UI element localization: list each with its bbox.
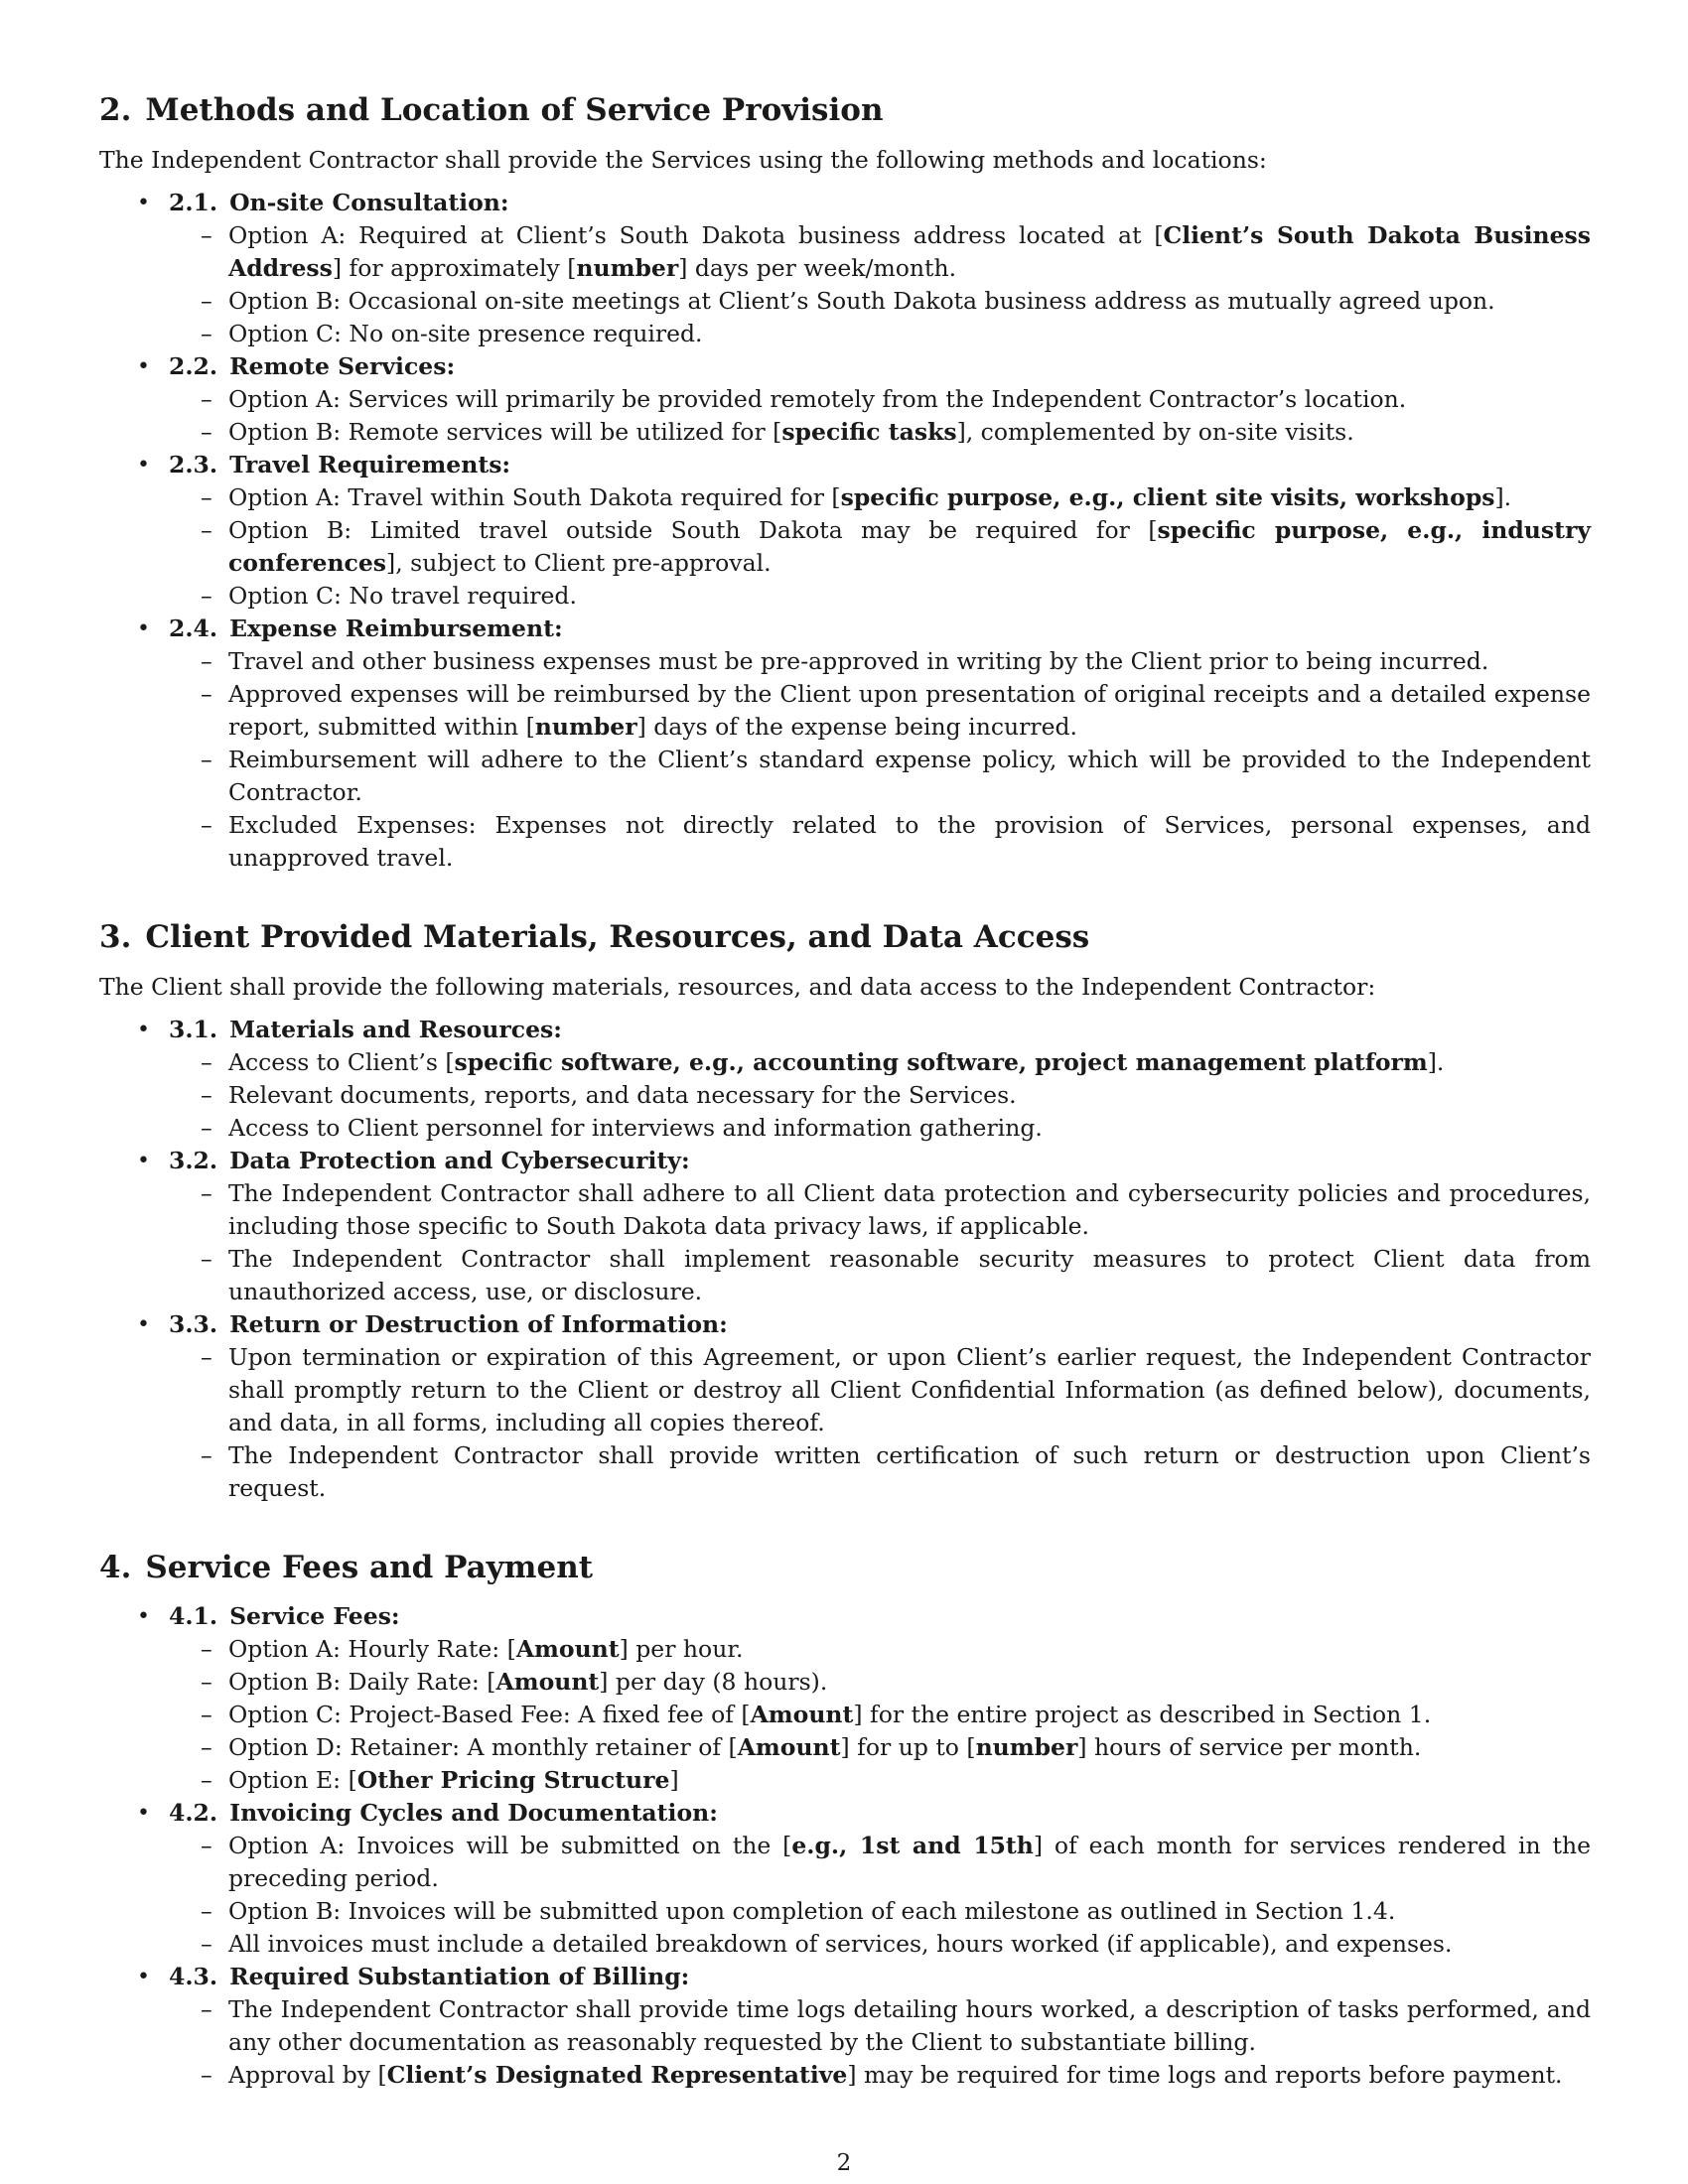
sub-item bbox=[169, 645, 1591, 678]
placeholder-field: specific purpose, e.g., industry conferences bbox=[228, 515, 1591, 577]
item-title: Invoicing Cycles and Documentation: bbox=[229, 1799, 718, 1828]
dash-icon: – bbox=[201, 745, 212, 773]
placeholder-field: number bbox=[576, 253, 679, 282]
sub-text: Approved expenses will be reimbursed by the Client upon presentation of original receipts and a detailed expense report, submitted within [ bbox=[228, 679, 1591, 741]
dash-icon: – bbox=[201, 1995, 212, 2024]
section-intro: The Client shall provide the following materials, resources, and data access to the Independent Contractor: bbox=[99, 972, 1376, 1001]
dash-icon: – bbox=[201, 1244, 212, 1273]
dash-icon: – bbox=[201, 384, 212, 413]
sub-text: Option C: No on-site presence required. bbox=[228, 319, 703, 347]
sub-list bbox=[169, 1177, 1591, 1308]
placeholder-field: Amount bbox=[737, 1733, 841, 1762]
item-number: 4.3. bbox=[169, 1963, 218, 1991]
sub-list bbox=[169, 1993, 1591, 2092]
sub-text: The Independent Contractor shall adhere to all Client data protection and cybersecurity policies and procedures, including those specific to South Dakota data privacy laws, if applicable. bbox=[228, 1178, 1591, 1240]
section-number: 2. bbox=[99, 92, 132, 128]
sub-text: The Independent Contractor shall implement reasonable security measures to protect Client data from unauthorized access, use, or disclosure. bbox=[228, 1244, 1591, 1305]
sub-text: ] hours of service per month. bbox=[1077, 1733, 1422, 1762]
bullet-icon: • bbox=[137, 1148, 150, 1173]
sub-item bbox=[169, 1666, 1591, 1699]
dash-icon: – bbox=[201, 1113, 212, 1142]
sub-list bbox=[169, 1633, 1591, 1797]
sub-text: ] per hour. bbox=[619, 1635, 744, 1664]
sub-item bbox=[169, 1764, 1591, 1797]
sub-text: Option E: [ bbox=[228, 1766, 357, 1795]
sub-text: Upon termination or expiration of this Agreement, or upon Client’s earlier request, the Independent Contractor shall promptly return to the Client or destroy all Client Confidential Information (as defined below), documents, and data, in all forms, including all copies thereof. bbox=[228, 1342, 1591, 1436]
sub-item bbox=[169, 1046, 1591, 1079]
sub-text: The Independent Contractor shall provide written certification of such return or destruction upon Client’s request. bbox=[228, 1440, 1591, 1502]
sub-text: Option B: Daily Rate: [ bbox=[228, 1668, 496, 1697]
sub-text: ] bbox=[669, 1766, 679, 1795]
sub-item bbox=[169, 1895, 1591, 1928]
dash-icon: – bbox=[201, 1930, 212, 1959]
item-heading bbox=[169, 613, 1591, 645]
sub-text: Option A: Hourly Rate: [ bbox=[228, 1635, 516, 1664]
dash-icon: – bbox=[201, 1047, 212, 1076]
item-title: Required Substantiation of Billing: bbox=[229, 1963, 690, 1991]
sub-text: Relevant documents, reports, and data necessary for the Services. bbox=[228, 1080, 1017, 1109]
sub-text: Option B: Limited travel outside South Dakota may be required for [ bbox=[228, 515, 1158, 544]
sub-item bbox=[169, 580, 1591, 613]
item-heading bbox=[169, 350, 1591, 383]
sub-text: Option A: Required at Client’s South Dakota business address located at [ bbox=[228, 220, 1164, 249]
sub-list bbox=[169, 219, 1591, 350]
section-number: 4. bbox=[99, 1549, 132, 1585]
sub-item bbox=[169, 1928, 1591, 1961]
dash-icon: – bbox=[201, 581, 212, 610]
section-title: Service Fees and Payment bbox=[145, 1549, 594, 1585]
list-item bbox=[99, 613, 1591, 875]
item-heading bbox=[169, 187, 1591, 219]
sub-text: Option A: Services will primarily be provided remotely from the Independent Contractor’s location. bbox=[228, 384, 1407, 413]
sub-text: All invoices must include a detailed breakdown of services, hours worked (if applicable), and expenses. bbox=[228, 1930, 1453, 1959]
sub-text: ] per day (8 hours). bbox=[599, 1668, 828, 1697]
sub-text: ], subject to Client pre-approval. bbox=[386, 548, 772, 577]
sub-text: Option A: Travel within South Dakota required for [ bbox=[228, 482, 841, 511]
item-heading bbox=[169, 449, 1591, 481]
item-heading bbox=[169, 1961, 1591, 1993]
item-number: 3.1. bbox=[169, 1015, 218, 1043]
dash-icon: – bbox=[201, 1440, 212, 1469]
dash-icon: – bbox=[201, 2061, 212, 2090]
section-intro: The Independent Contractor shall provide the Services using the following methods and locations: bbox=[99, 145, 1267, 174]
sub-item bbox=[169, 744, 1591, 809]
sub-list bbox=[169, 481, 1591, 613]
list-item bbox=[99, 1308, 1591, 1505]
item-heading bbox=[169, 1600, 1591, 1633]
item-number: 2.1. bbox=[169, 188, 218, 216]
bullet-icon: • bbox=[137, 1017, 150, 1042]
placeholder-field: number bbox=[975, 1733, 1078, 1762]
list-item bbox=[99, 449, 1591, 613]
sub-text: ] may be required for time logs and reports before payment. bbox=[847, 2061, 1563, 2090]
sub-item bbox=[169, 1243, 1591, 1308]
item-number: 3.3. bbox=[169, 1309, 218, 1338]
section-heading bbox=[99, 91, 1591, 130]
item-title: Materials and Resources: bbox=[229, 1015, 562, 1043]
placeholder-field: Amount bbox=[515, 1635, 620, 1664]
dash-icon: – bbox=[201, 1897, 212, 1926]
list-item bbox=[99, 187, 1591, 350]
section-heading bbox=[99, 1549, 1591, 1587]
placeholder-field: Amount bbox=[495, 1668, 600, 1697]
item-heading bbox=[169, 1308, 1591, 1341]
bullet-icon: • bbox=[137, 1801, 150, 1827]
list-item bbox=[99, 1797, 1591, 1961]
sub-text: Option A: Invoices will be submitted on the [ bbox=[228, 1832, 792, 1860]
sub-list bbox=[169, 383, 1591, 449]
item-heading bbox=[169, 1014, 1591, 1046]
sub-item bbox=[169, 1341, 1591, 1439]
sub-text: Travel and other business expenses must be pre-approved in writing by the Client prior to being incurred. bbox=[228, 646, 1489, 675]
placeholder-field: Client’s South Dakota Business Address bbox=[228, 220, 1591, 282]
bullet-icon: • bbox=[137, 353, 150, 379]
sub-item bbox=[169, 383, 1591, 416]
sub-text: ] days of the expense being incurred. bbox=[636, 712, 1078, 741]
section-3 bbox=[99, 918, 1591, 1505]
section-number: 3. bbox=[99, 918, 132, 955]
dash-icon: – bbox=[201, 515, 212, 544]
item-number: 3.2. bbox=[169, 1146, 218, 1174]
item-title: Expense Reimbursement: bbox=[229, 614, 563, 642]
sub-text: Option B: Occasional on-site meetings at Client’s South Dakota business address as mutually agreed upon. bbox=[228, 286, 1495, 315]
sub-text: ]. bbox=[1427, 1047, 1445, 1076]
item-number: 4.2. bbox=[169, 1799, 218, 1828]
sub-text: ] for approximately [ bbox=[332, 253, 577, 282]
item-title: Travel Requirements: bbox=[229, 450, 511, 478]
sub-text: ] days per week/month. bbox=[678, 253, 957, 282]
sub-text: ] of each month for services rendered in the preceding period. bbox=[228, 1832, 1591, 1893]
section-heading bbox=[99, 918, 1591, 957]
sub-text: Option B: Remote services will be utilized for [ bbox=[228, 417, 782, 446]
dash-icon: – bbox=[201, 679, 212, 708]
sub-text: Option C: No travel required. bbox=[228, 581, 577, 610]
item-list bbox=[99, 1014, 1591, 1505]
bullet-icon: • bbox=[137, 452, 150, 478]
section-title: Client Provided Materials, Resources, and Data Access bbox=[145, 918, 1090, 955]
placeholder-field: specific purpose, e.g., client site visits, workshops bbox=[840, 482, 1495, 511]
placeholder-field: Client’s Designated Representative bbox=[386, 2061, 848, 2090]
list-item bbox=[99, 1014, 1591, 1145]
list-item bbox=[99, 1961, 1591, 2092]
sub-item bbox=[169, 1830, 1591, 1895]
bullet-icon: • bbox=[137, 1965, 150, 1990]
sub-item bbox=[169, 1079, 1591, 1112]
sub-text: ], complemented by on-site visits. bbox=[956, 417, 1354, 446]
sub-text: Access to Client personnel for interviews and information gathering. bbox=[228, 1113, 1043, 1142]
item-title: On-site Consultation: bbox=[229, 188, 509, 216]
sub-list bbox=[169, 645, 1591, 875]
sub-text: The Independent Contractor shall provide time logs detailing hours worked, a description of tasks performed, and any other documentation as reasonably requested by the Client to substantiate billing. bbox=[228, 1995, 1591, 2057]
sub-item bbox=[169, 1177, 1591, 1243]
sub-text: ]. bbox=[1494, 482, 1512, 511]
sub-item bbox=[169, 2059, 1591, 2092]
dash-icon: – bbox=[201, 1668, 212, 1697]
sub-item bbox=[169, 1993, 1591, 2059]
sub-text: Access to Client’s [ bbox=[228, 1047, 455, 1076]
item-list bbox=[99, 187, 1591, 875]
item-title: Data Protection and Cybersecurity: bbox=[229, 1146, 690, 1174]
dash-icon: – bbox=[201, 220, 212, 249]
document-body bbox=[99, 91, 1591, 2092]
placeholder-field: Other Pricing Structure bbox=[356, 1766, 670, 1795]
bullet-icon: • bbox=[137, 1604, 150, 1630]
placeholder-field: specific tasks bbox=[781, 417, 957, 446]
item-heading bbox=[169, 1145, 1591, 1177]
dash-icon: – bbox=[201, 1766, 212, 1795]
section-2 bbox=[99, 91, 1591, 875]
sub-text: Option C: Project-Based Fee: A fixed fee of [ bbox=[228, 1701, 751, 1729]
sub-item bbox=[169, 1112, 1591, 1145]
sub-item bbox=[169, 481, 1591, 514]
dash-icon: – bbox=[201, 319, 212, 347]
page-number: 2 bbox=[836, 2150, 852, 2176]
item-heading bbox=[169, 1797, 1591, 1830]
sub-item bbox=[169, 678, 1591, 744]
sub-list bbox=[169, 1830, 1591, 1961]
dash-icon: – bbox=[201, 1080, 212, 1109]
list-item bbox=[99, 1600, 1591, 1797]
sub-item bbox=[169, 1439, 1591, 1505]
sub-text: Reimbursement will adhere to the Client’s standard expense policy, which will be provided to the Independent Contractor. bbox=[228, 745, 1591, 806]
placeholder-field: number bbox=[534, 712, 637, 741]
sub-text: Option D: Retainer: A monthly retainer of [ bbox=[228, 1733, 738, 1762]
item-title: Service Fees: bbox=[229, 1602, 400, 1631]
sub-item bbox=[169, 219, 1591, 285]
list-item bbox=[99, 1145, 1591, 1308]
item-number: 2.3. bbox=[169, 450, 218, 478]
placeholder-field: Amount bbox=[750, 1701, 854, 1729]
dash-icon: – bbox=[201, 286, 212, 315]
bullet-icon: • bbox=[137, 190, 150, 215]
sub-text: ] for the entire project as described in Section 1. bbox=[853, 1701, 1432, 1729]
item-number: 2.4. bbox=[169, 614, 218, 642]
item-title: Return or Destruction of Information: bbox=[229, 1309, 728, 1338]
dash-icon: – bbox=[201, 1832, 212, 1860]
dash-icon: – bbox=[201, 1635, 212, 1664]
dash-icon: – bbox=[201, 646, 212, 675]
list-item bbox=[99, 350, 1591, 449]
sub-item bbox=[169, 1731, 1591, 1764]
bullet-icon: • bbox=[137, 1311, 150, 1337]
dash-icon: – bbox=[201, 482, 212, 511]
placeholder-field: specific software, e.g., accounting software, project management platform bbox=[454, 1047, 1428, 1076]
sub-list bbox=[169, 1046, 1591, 1145]
placeholder-field: e.g., 1st and 15th bbox=[791, 1832, 1034, 1860]
section-4 bbox=[99, 1549, 1591, 2093]
sub-item bbox=[169, 1699, 1591, 1731]
sub-item bbox=[169, 318, 1591, 350]
dash-icon: – bbox=[201, 417, 212, 446]
dash-icon: – bbox=[201, 1733, 212, 1762]
dash-icon: – bbox=[201, 1178, 212, 1207]
sub-text: Approval by [ bbox=[228, 2061, 387, 2090]
item-number: 4.1. bbox=[169, 1602, 218, 1631]
item-list bbox=[99, 1600, 1591, 2092]
dash-icon: – bbox=[201, 1342, 212, 1371]
sub-list bbox=[169, 1341, 1591, 1505]
sub-text: ] for up to [ bbox=[840, 1733, 976, 1762]
dash-icon: – bbox=[201, 1701, 212, 1729]
sub-item bbox=[169, 416, 1591, 449]
sub-text: Excluded Expenses: Expenses not directly related to the provision of Services, personal expenses, and unapproved travel. bbox=[228, 810, 1591, 872]
sub-item bbox=[169, 809, 1591, 875]
section-title: Methods and Location of Service Provision bbox=[145, 92, 884, 128]
sub-text: Option B: Invoices will be submitted upon completion of each milestone as outlined in Section 1.4. bbox=[228, 1897, 1396, 1926]
sub-item bbox=[169, 1633, 1591, 1666]
item-number: 2.2. bbox=[169, 351, 218, 380]
bullet-icon: • bbox=[137, 615, 150, 641]
sub-item bbox=[169, 514, 1591, 580]
dash-icon: – bbox=[201, 810, 212, 839]
sub-item bbox=[169, 285, 1591, 318]
item-title: Remote Services: bbox=[229, 351, 456, 380]
